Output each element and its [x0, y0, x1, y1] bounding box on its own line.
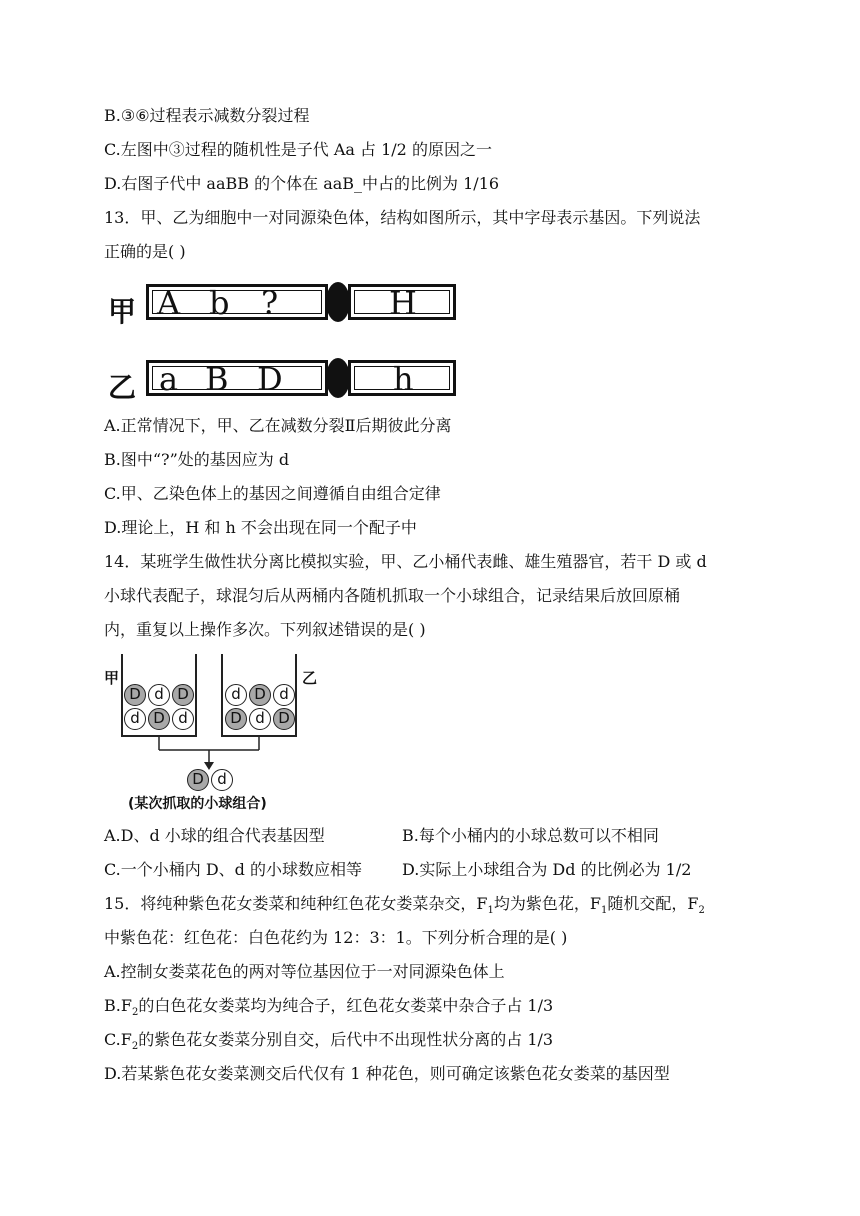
q15-option-b-text: 的白色花女娄菜均为纯合子，红色花女娄菜中杂合子占 1/3 [138, 996, 554, 1015]
chromosome-jia-centromere [326, 282, 350, 322]
chromosome-jia-gene-2: b [209, 284, 230, 322]
ball-result-1: D [187, 769, 209, 791]
q15-stem-part3: 随机交配，F [607, 894, 699, 913]
q14-option-d: D.实际上小球组合为 Dd 的比例必为 1/2 [402, 860, 692, 879]
chromosome-yi-gene-right: h [393, 360, 414, 398]
q15-sub-f2: 2 [698, 905, 705, 917]
q15-option-c-prefix: C.F [104, 1030, 132, 1049]
chromosome-jia-label: 甲 [108, 295, 137, 328]
bucket-jia-label: 甲 [104, 669, 120, 687]
chromosome-yi-right-arm [348, 360, 456, 396]
q14-stem-line2: 小球代表配子，球混匀后从两桶内各随机抓取一个小球组合，记录结果后放回原桶 [104, 586, 681, 605]
q12-option-b: B.③⑥过程表示减数分裂过程 [104, 106, 310, 125]
chromosome-jia-gene-1: A [157, 284, 181, 322]
chromosome-yi-label: 乙 [108, 371, 137, 404]
q14-stem-line3: 内，重复以上操作多次。下列叙述错误的是( ) [104, 620, 426, 639]
ball-result-2: d [211, 769, 233, 791]
q12-option-c: C.左图中③过程的随机性是子代 Aa 占 1/2 的原因之一 [104, 140, 492, 159]
ball-left-top-1: D [124, 684, 146, 706]
ball-right-bottom-3: D [273, 708, 295, 730]
chromosome-yi-left-arm [146, 360, 328, 396]
q15-stem-part1: 15．将纯种紫色花女娄菜和纯种红色花女娄菜杂交，F [104, 894, 488, 913]
ball-right-top-2: D [249, 684, 271, 706]
ball-left-top-2: d [148, 684, 170, 706]
chromosome-yi-gene-2: B [205, 360, 229, 398]
q15-option-b-sub: 2 [131, 1007, 139, 1019]
q13-option-b: B.图中“?”处的基因应为 d [104, 450, 290, 469]
q15-option-a: A.控制女娄菜花色的两对等位基因位于一对同源染色体上 [104, 962, 505, 981]
q15-option-c-text: 的紫色花女娄菜分别自交，后代中不出现性状分离的占 1/3 [138, 1030, 554, 1049]
q15-stem-line1 [104, 894, 705, 917]
q15-option-b [104, 996, 554, 1019]
q15-option-d: D.若某紫色花女娄菜测交后代仅有 1 种花色，则可确定该紫色花女娄菜的基因型 [104, 1064, 670, 1083]
bucket-figure-caption: (某次抓取的小球组合) [128, 796, 267, 812]
ball-left-top-3: D [172, 684, 194, 706]
q14-stem-line1: 14．某班学生做性状分离比模拟实验，甲、乙小桶代表雌、雄生殖器官，若干 D 或 d [104, 552, 707, 571]
chromosome-yi-gene-1: a [159, 360, 179, 398]
q14-option-c: C.一个小桶内 D、d 的小球数应相等 [104, 860, 363, 879]
q14-option-a: A.D、d 小球的组合代表基因型 [104, 826, 325, 845]
q14-option-b: B.每个小桶内的小球总数可以不相同 [402, 826, 659, 845]
q15-option-c [104, 1030, 554, 1053]
q15-option-c-sub: 2 [131, 1041, 139, 1053]
q13-option-d: D.理论上，H 和 h 不会出现在同一个配子中 [104, 518, 417, 537]
ball-right-bottom-1: D [225, 708, 247, 730]
ball-right-bottom-2: d [249, 708, 271, 730]
ball-right-top-1: d [225, 684, 247, 706]
q15-stem-line2: 中紫色花：红色花：白色花约为 12：3：1。下列分析合理的是( ) [104, 928, 568, 947]
q15-sub-f1-b: 1 [600, 905, 608, 917]
q15-sub-f1-a: 1 [487, 905, 494, 917]
q13-stem-line2: 正确的是( ) [104, 242, 186, 261]
chromosome-jia-gene-3: ? [261, 284, 279, 322]
ball-left-bottom-2: D [148, 708, 170, 730]
ball-left-bottom-1: d [124, 708, 146, 730]
q15-stem-part2: 均为紫色花，F [493, 894, 601, 913]
chromosome-yi-gene-3: D [257, 360, 283, 398]
chromosome-jia-gene-right: H [389, 284, 417, 322]
bucket-yi-label: 乙 [302, 669, 318, 687]
chromosome-yi-centromere [326, 358, 350, 398]
q13-stem-line1: 13．甲、乙为细胞中一对同源染色体，结构如图所示，其中字母表示基因。下列说法 [104, 208, 701, 227]
q12-option-d: D.右图子代中 aaBB 的个体在 aaB_中占的比例为 1/16 [104, 174, 500, 193]
ball-left-bottom-3: d [172, 708, 194, 730]
q13-option-a: A.正常情况下，甲、乙在减数分裂Ⅱ后期彼此分离 [104, 416, 452, 435]
q15-option-b-prefix: B.F [104, 996, 132, 1015]
ball-right-top-3: d [273, 684, 295, 706]
q13-option-c: C.甲、乙染色体上的基因之间遵循自由组合定律 [104, 484, 441, 503]
chromosome-jia-left-arm [146, 284, 328, 320]
chromosome-jia-right-arm [348, 284, 456, 320]
